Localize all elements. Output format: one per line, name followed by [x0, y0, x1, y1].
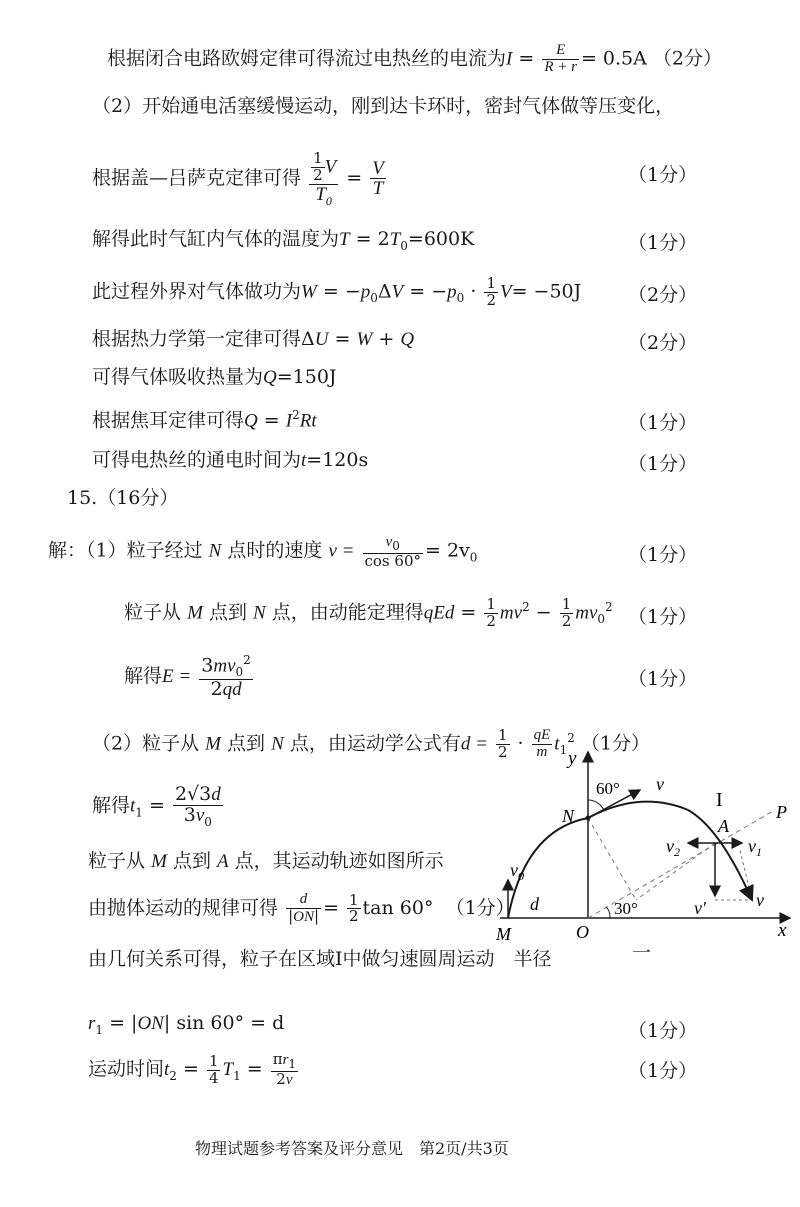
dashed-radius-N — [588, 818, 636, 900]
trajectory-figure — [490, 742, 800, 942]
trajectory-parabola — [508, 818, 588, 918]
angle-arc-30 — [606, 907, 610, 918]
fraction-V-over-T: $\frac{V}{T}$ — [372, 157, 384, 200]
sub-1: 1 — [756, 845, 762, 859]
text: 此过程外界对气体做功为 — [92, 280, 302, 303]
v-eq: v = — [328, 540, 355, 562]
line-kinematics: （2）粒子从 M 点到 N 点，由运动学公式有d = $\frac{1}{2}$ · $\frac{qE}{m}$ $t_1^2$ （1分） — [92, 726, 650, 761]
line-temperature: 解得此时气缸内气体的温度为$T = 2T_0=600K$ — [92, 228, 475, 253]
text: 点，由运动学公式有 — [289, 732, 461, 755]
line-projectile — [88, 892, 515, 926]
t1: t — [130, 795, 136, 817]
score: （1分） — [628, 544, 698, 566]
label-y: y — [568, 748, 577, 769]
r1-value: sin 60° = d — [176, 1012, 285, 1034]
v0-letter: v — [510, 860, 518, 880]
label-v0 — [510, 860, 524, 883]
question-15-header: 15.（16分） — [67, 487, 179, 509]
score: （1分） — [580, 732, 650, 755]
score: （2分） — [652, 47, 723, 70]
point-N-dot — [586, 816, 591, 821]
text: 点，由动能定理得 — [271, 601, 424, 624]
line-work-energy: 粒子从 M 点到 N 点，由动能定理得qEd = $\frac{1}{2}$ $mv^2$ − $\frac{1}{2}$ $mv_0^2$ — [124, 595, 613, 630]
line-current-formula: 根据闭合电路欧姆定律可得流过电热丝的电流为I = $\frac{E}{R + r}$ = 0.5A （2分） — [107, 42, 723, 75]
text: （2）粒子从 — [92, 732, 200, 755]
label-d: d — [530, 894, 539, 914]
fraction-half-V-over-T0: $\frac{1}{2}$ V $T_0$ — [309, 151, 338, 207]
text: 根据热力学第一定律可得 — [92, 328, 302, 350]
text: 粒子从 — [124, 601, 182, 624]
label-region: I — [716, 789, 723, 811]
cos60: cos 60° — [364, 551, 421, 570]
fraction-v0-over-cos60: $\frac{v_0}{\cos 60^\circ}$ — [364, 534, 421, 570]
angle-arc-60 — [588, 800, 604, 810]
label-A: A — [718, 816, 729, 836]
fraction-E-value: $\frac{3mv_0^2}{2qd}$ — [201, 653, 251, 700]
label-O: O — [576, 922, 589, 942]
current-value: = 0.5A — [580, 47, 647, 70]
text: 点到 — [208, 601, 247, 624]
line-time: 可得电热丝的通电时间为t=120s — [92, 449, 369, 471]
text: 根据闭合电路欧姆定律可得流过电热丝的电流为 — [107, 47, 507, 70]
fraction-one-quarter: $\frac{1}{4}$ — [208, 1051, 219, 1087]
text: 解得 — [124, 664, 163, 687]
var-M: M — [205, 733, 221, 755]
line-part2-intro: （2）开始通电活塞缓慢运动，刚到达卡环时，密封气体做等压变化， — [92, 95, 675, 117]
tan60: tan 60° — [362, 896, 434, 919]
equals: = — [323, 896, 339, 919]
text: 根据焦耳定律可得 — [92, 409, 245, 432]
label-v1 — [748, 836, 762, 859]
var-M: M — [187, 602, 203, 624]
score: （2分） — [628, 332, 698, 354]
line-heat: 可得气体吸收热量为Q=150J — [92, 366, 337, 388]
score: （1分） — [628, 1020, 698, 1042]
var-N: N — [253, 602, 266, 624]
fraction-one-half: $\frac{1}{2}$ — [486, 595, 496, 630]
score: （1分） — [628, 232, 698, 254]
fraction-one-half: $\frac{1}{2}$ — [497, 726, 508, 761]
var-M: M — [151, 851, 167, 872]
label-angle-60: 60° — [596, 779, 620, 798]
var-A: A — [217, 851, 229, 872]
fraction-one-half: $\frac{1}{2}$ — [561, 595, 572, 630]
score: （1分） — [628, 412, 698, 434]
line-radius: $r_1 = |ON|$ sin 60° = d — [88, 1012, 285, 1037]
label-N: N — [562, 806, 575, 826]
text: 解得此时气缸内气体的温度为 — [92, 228, 340, 250]
text: 点到 — [172, 850, 211, 872]
label-angle-30: 30° — [614, 899, 638, 918]
text: 粒子从 — [88, 850, 146, 872]
line-t1-result: 解得$t_1$ = $\frac{2√3d}{3v_0}$ — [92, 783, 221, 829]
v1-letter: v — [748, 836, 756, 856]
text: 点时的速度 — [227, 539, 323, 562]
line-E-result — [124, 654, 255, 700]
score: （1分） — [628, 164, 698, 186]
text: 根据盖—吕萨克定律可得 — [92, 166, 302, 189]
text: 由抛体运动的规律可得 — [88, 896, 279, 919]
fraction-one-half: $\frac{1}{2}$ — [349, 890, 359, 926]
value: =150J — [276, 366, 337, 388]
page-footer: 物理试题参考答案及评分意见 第2页/共3页 — [195, 1139, 509, 1158]
text: 解得 — [92, 794, 131, 817]
sub-2: 2 — [674, 845, 680, 859]
stray-dash: 一 — [632, 942, 652, 964]
label-v2 — [666, 836, 680, 859]
fraction-qE-over-m: $\frac{qE}{m}$ — [533, 727, 551, 760]
label-M: M — [496, 924, 511, 942]
line-geometry: 由几何关系可得，粒子在区域Ⅰ中做匀速圆周运动 半径 — [88, 948, 552, 970]
line-trajectory — [88, 850, 444, 874]
fraction-one-half: $\frac{1}{2}$ — [486, 274, 496, 309]
score: （1分） — [628, 453, 698, 475]
line-work: 此过程外界对气体做功为$W = -p_0\Delta V = -p_0$ · $\frac{1}{2}$ V= −50J — [92, 274, 582, 309]
fraction-E-over-R-plus-r: $\frac{E}{R + r}$ — [544, 42, 577, 75]
line-first-law: 根据热力学第一定律可得ΔU = W + Q — [92, 328, 415, 350]
text: 可得电热丝的通电时间为 — [92, 449, 302, 471]
var-N: N — [271, 733, 284, 755]
label-vprime: v' — [694, 898, 706, 918]
label-x: x — [778, 920, 787, 941]
text: 点，其运动轨迹如图所示 — [234, 850, 444, 872]
v2-letter: v — [666, 836, 674, 856]
value: =600K — [407, 228, 475, 250]
two-v0: = 2v — [424, 539, 470, 562]
fraction-d-over-ON: $\frac{d}{|ON|}$ — [288, 891, 320, 925]
E-eq: E = — [162, 665, 192, 687]
text: 点到 — [227, 732, 266, 755]
text: 运动时间 — [88, 1058, 165, 1081]
score: （1分） — [628, 1060, 698, 1082]
line-gay-lussac: 根据盖—吕萨克定律可得 $\frac{1}{2}$ V $T_0$ = $\frac{V}{T}$ — [92, 149, 384, 208]
var-N: N — [208, 540, 222, 562]
score: （2分） — [628, 284, 698, 306]
label-v-end: v — [756, 890, 764, 910]
value: = −50J — [511, 280, 582, 303]
text: 解：（1）粒子经过 — [48, 539, 203, 562]
label-P: P — [776, 802, 787, 822]
sub-0: 0 — [518, 869, 524, 883]
fraction-pi-r1-over-2v: $\frac{\pi r_1}{2v}$ — [272, 1050, 297, 1088]
score: （1分） — [445, 896, 515, 919]
line-joule: 根据焦耳定律可得$Q = I^2Rt$ — [92, 408, 317, 432]
line-velocity-N: 解：（1）粒子经过 N 点时的速度 v = $\frac{v_0}{\cos 60^\circ}$ = $2v_0$ — [48, 534, 478, 570]
v0: v — [385, 534, 393, 550]
d-eq: d = — [460, 733, 488, 755]
text: 可得气体吸收热量为 — [92, 366, 264, 388]
score: （1分） — [628, 606, 698, 628]
score: （1分） — [628, 668, 698, 690]
fraction-t1-value: $\frac{2√3d}{3v_0}$ — [174, 783, 221, 829]
label-v-N: v — [656, 774, 664, 794]
value: =120s — [306, 449, 369, 471]
line-motion-time: 运动时间$t_2$ = $\frac{1}{4}$ $T_1$ = $\frac{\pi r_1}{2v}$ — [88, 1050, 297, 1088]
dashed-v-link — [740, 850, 752, 900]
